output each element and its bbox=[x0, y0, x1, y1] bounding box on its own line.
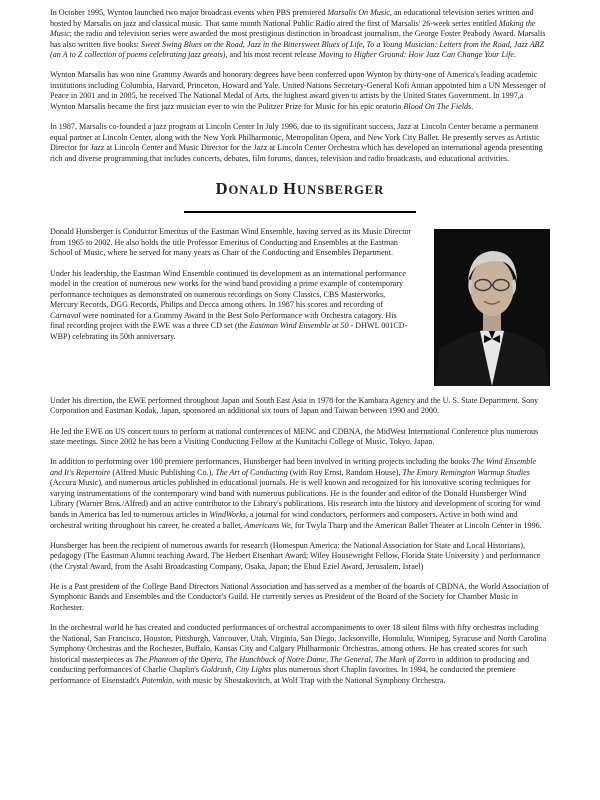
text: , with music by Shostakovitch, at Wolf Trap with the National Symphony Orchestra. bbox=[172, 675, 446, 685]
italic-title: The Emory Remington Warmup Studies bbox=[402, 467, 530, 477]
italic-title: Goldrush, City Lights bbox=[200, 665, 272, 675]
text: , and his most recent release bbox=[225, 50, 319, 60]
bio-paragraph-2 bbox=[50, 269, 412, 343]
text: , a journal for wind conductors, performers and composers. Active in both wind and orchestral writing throughout his career, he created a ballet, bbox=[50, 510, 518, 530]
italic-title: Sweet Swing Blues on the Road, Jazz in the Bittersweet Blues of Life, To a Young Musician: Letters from the Road, Jazz ABZ (an A to Z collection of poems celebrating jazz greats) bbox=[50, 39, 544, 60]
intro-paragraph-1 bbox=[50, 8, 550, 61]
intro-paragraph-2 bbox=[50, 70, 550, 112]
text: , an educational television series written and hosted by Marsalis on jazz and classical music. That same month National Public Radio aired the first of Marsalis' 26-week series entitled bbox=[50, 8, 534, 28]
bio-paragraph-1: Donald Hunsberger is Conductor Emeritus of the Eastman Wind Ensemble, having served as its Music Director from 1965 to 2002. He also holds the title Professor Emeritus of Conducting and Ensembles at the Eastman School of Music, where he served for many years as Chair of the Conducting and Ensembles Department. bbox=[50, 227, 412, 258]
text: - DHWL 001CD-WBP) celebrating its 50th anniversary. bbox=[50, 321, 408, 341]
italic-title: WindWorks bbox=[209, 510, 246, 519]
bio-paragraph-4: He led the EWE on US concert tours to perform at national conferences of MENC and CDBNA, the MidWest International Conference plus numerous state meetings. Since 2002 he has been a Visiting Conducting Fellow at the Kunitachi College of Music, Tokyo, Japan. bbox=[50, 426, 539, 447]
heading-rest: UNSBERGER bbox=[297, 183, 385, 198]
text: Wynton Marsalis has won nine Grammy Awards and honorary degrees have been conferred upon Wynton by thirty-one of America's leading academic institutions including Columbia, Harvard, Princeton, Howard and Yale. United Nations Secretary-General Kofi Annan appointed him a UN Messenger of Peace in 2001 and in 2005, he received The National Medal of Arts, the highest award given to artists by the United States Government. In 1997,a Wynton Marsalis became the first jazz musician ever to win the Pulitzer Prize for Music for his epic oratorio bbox=[50, 70, 547, 111]
text: In the orchestral world he has created and conducted performances of orchestral accompaniments to over 18 silent films with fifty orchestras including the National, San Francisco, Houston, Pittsburgh, Vancouver, Utah, Virginia, San Diego, Jacksonville, Honolulu, Winnipeg, Syracuse and North Carolina Symphony Orchestras and the Rochester, Buffalo, Kansas City and Calgary Philharmonic Orchestras, among others. He has created scores for such historical masterpieces as bbox=[50, 623, 547, 664]
text: plus numerous short Chaplin favorites. In 1994, he conducted the premiere performance of Eisenstadt's bbox=[50, 665, 516, 685]
bio-paragraph-6: Hunsberger has been the recipient of numerous awards for research (Homespun America: the National Association for State and Local Historians), pedagogy (The Eastman Alumni teaching Award, The Herbert Eisenhart Award; Wiley Housewright Fellow, Florida State University ) and performance (the Crystal Award, from the Asahi Broadcasting Company, Osaka, Japan; the Ehud Eziel Award, Jerusalem, Israel) bbox=[50, 540, 541, 571]
text: In October 1995, Wynton launched two major broadcast events when PBS premiered bbox=[50, 8, 328, 17]
bio-paragraph-5 bbox=[50, 457, 550, 531]
text: , for Twyla Tharp and the American Ballet Theater at Lincoln Center in 1996. bbox=[290, 520, 542, 530]
italic-title: Eastman Wind Ensemble at 50 bbox=[249, 321, 349, 331]
text: Under his leadership, the Eastman Wind Ensemble continued its development as an international performance model in the creation of numerous new works for the wind band providing a prime example of contemporary performance techniques as demonstrated on numerous recordings on Sony Classics, CBS Masterworks, Mercury Records, DGG Records, Philips and Decca among others. In 1987 his scores and recording of bbox=[50, 268, 406, 310]
italic-title: Potemkin bbox=[141, 675, 173, 685]
italic-title: Americans We bbox=[244, 520, 291, 530]
bio-paragraph-8 bbox=[50, 623, 550, 686]
bio-text-column bbox=[50, 227, 412, 342]
text: . bbox=[513, 50, 516, 60]
text: (Accura Music), and numerous articles published in educational journals. He is well known and recognized for his innovative scoring techniques for varying instrumentations of the contemporary wind band with numerous publications. He is the founder and editor of the Donald Hunsberger Wind Library (Warner Bros./Alfred) and an active contributor to the Library's publications. His research into the history and development of scoring for wind bands in America has led to numerous articles in bbox=[50, 478, 541, 519]
text: (with Roy Ernst, Random House), bbox=[287, 467, 403, 477]
italic-title: Blood On The Fields bbox=[403, 101, 472, 111]
text: . bbox=[471, 101, 474, 111]
portrait-photo bbox=[434, 229, 550, 386]
heading-initial: D bbox=[215, 179, 229, 199]
italic-title: The Wind Ensemble and It's Repertoire bbox=[50, 457, 537, 477]
italic-title: Carnaval bbox=[50, 310, 81, 320]
italic-title: Marsalis On Music bbox=[327, 8, 390, 17]
portrait-illustration bbox=[434, 229, 550, 386]
italic-title: Making the Music bbox=[50, 18, 536, 39]
italic-title: The Phantom of the Opera, The Hunchback of Notre Dame, The General, The Mark of Zorro bbox=[134, 654, 436, 664]
bio-paragraph-7: He is a Past president of the College Band Directors National Association and has served as a member of the boards of CBDNA, the World Association of Symphonic Bands and Ensembles and the Conductor's Guild. He currently serves as President of the Board of the Society for Chamber Music in Rochester. bbox=[50, 581, 549, 613]
bio-top-section bbox=[50, 227, 550, 386]
heading-initial: H bbox=[283, 179, 297, 199]
text: were nominated for a Grammy Award in the Best Solo Performance with Orchestra catagory. His final recording project with the EWE was a three CD set (the bbox=[50, 310, 397, 331]
italic-title: Moving to Higher Ground: How Jazz Can Change Your Life bbox=[318, 50, 514, 60]
bio-paragraph-3: Under his direction, the EWE performed throughout Japan and South East Asia in 1978 for the Kambara Agency and the U. S. State Department. Sony Corporation and Eastman Kodak, Japan, sponsored an additional six tours of Japan and Taiwan between 1990 and 2000. bbox=[50, 395, 539, 416]
text: (Alfred Music Publishing Co.), bbox=[110, 467, 216, 477]
text: In addition to performing over 100 premiere performances, Hunsberger had been involved in writing projects including the books bbox=[50, 457, 472, 467]
heading-underline bbox=[184, 211, 416, 213]
intro-paragraph-3: In 1987, Marsalis co-founded a jazz program at Lincoln Center In July 1996, due to its significant success, Jazz at Lincoln Center became a permanent equal partner at Lincoln Center, along with the New York Philharmonic, Metropolitan Opera, and New York City Ballet. He presently serves as Artistic Director for Jazz at Lincoln Center and Music Director for the Jazz at Lincoln Center Orchestra which has developed an international agenda presenting rich and diverse programming that includes concerts, debates, film forums, dances, television and radio broadcasts, and educational activities. bbox=[50, 122, 543, 163]
italic-title: The Art of Conducting bbox=[215, 467, 288, 477]
text: ; the radio and television series were awarded the most prestigious distinction in broadcast journalism, the George Foster Peabody Award. Marsalis has also written five books: bbox=[50, 29, 546, 49]
text: in addition to producing and conducting performances of Charlie Chaplin's bbox=[50, 654, 530, 675]
heading-rest: ONALD bbox=[228, 183, 284, 198]
section-heading bbox=[50, 180, 550, 199]
